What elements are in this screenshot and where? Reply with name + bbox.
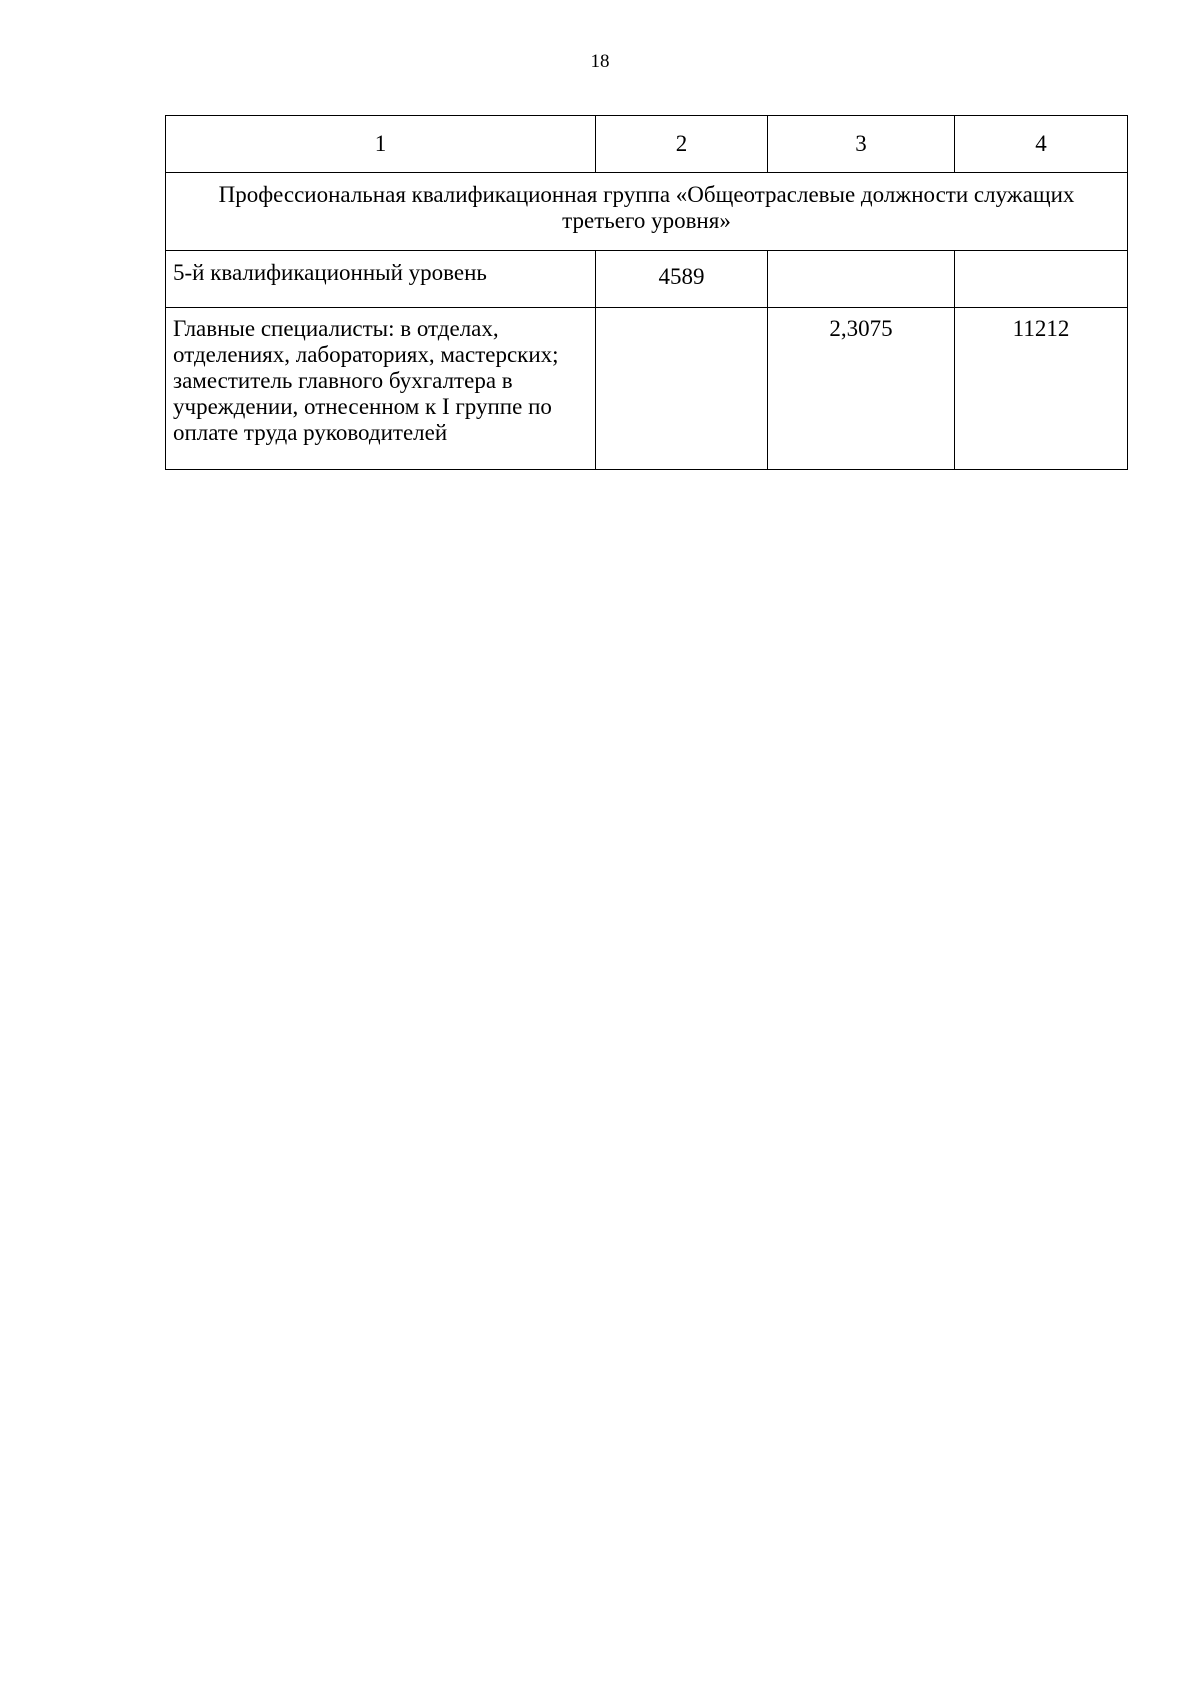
table-row	[166, 308, 1128, 470]
position-name-line: оплате труда руководителей	[173, 420, 448, 445]
column-header-4: 4	[955, 116, 1128, 173]
salary-cell	[955, 251, 1128, 308]
qualification-group-title: Профессиональная квалификационная группа «Общеотраслевые должности служащих третьего уровня»	[166, 173, 1128, 251]
salary-cell: 11212	[955, 308, 1128, 470]
qualification-group-row	[166, 173, 1128, 251]
position-name-line: заместитель главного бухгалтера в	[173, 368, 513, 393]
coefficient-cell	[768, 251, 955, 308]
base-salary-cell: 4589	[596, 251, 768, 308]
position-name-line: Главные специалисты: в отделах,	[173, 316, 499, 341]
column-header-1: 1	[166, 116, 596, 173]
table-header-row	[166, 116, 1128, 173]
page-number: 18	[590, 51, 610, 72]
qualification-level-name: 5-й квалификационный уровень	[166, 251, 596, 308]
position-name-cell	[166, 308, 596, 470]
column-header-3: 3	[768, 116, 955, 173]
column-header-2: 2	[596, 116, 768, 173]
coefficient-cell: 2,3075	[768, 308, 955, 470]
table-row	[166, 251, 1128, 308]
position-name-line: учреждении, отнесенном к I группе по	[173, 394, 552, 419]
position-name-line: отделениях, лабораториях, мастерских;	[173, 342, 559, 367]
salary-table	[165, 115, 1128, 470]
base-salary-cell	[596, 308, 768, 470]
